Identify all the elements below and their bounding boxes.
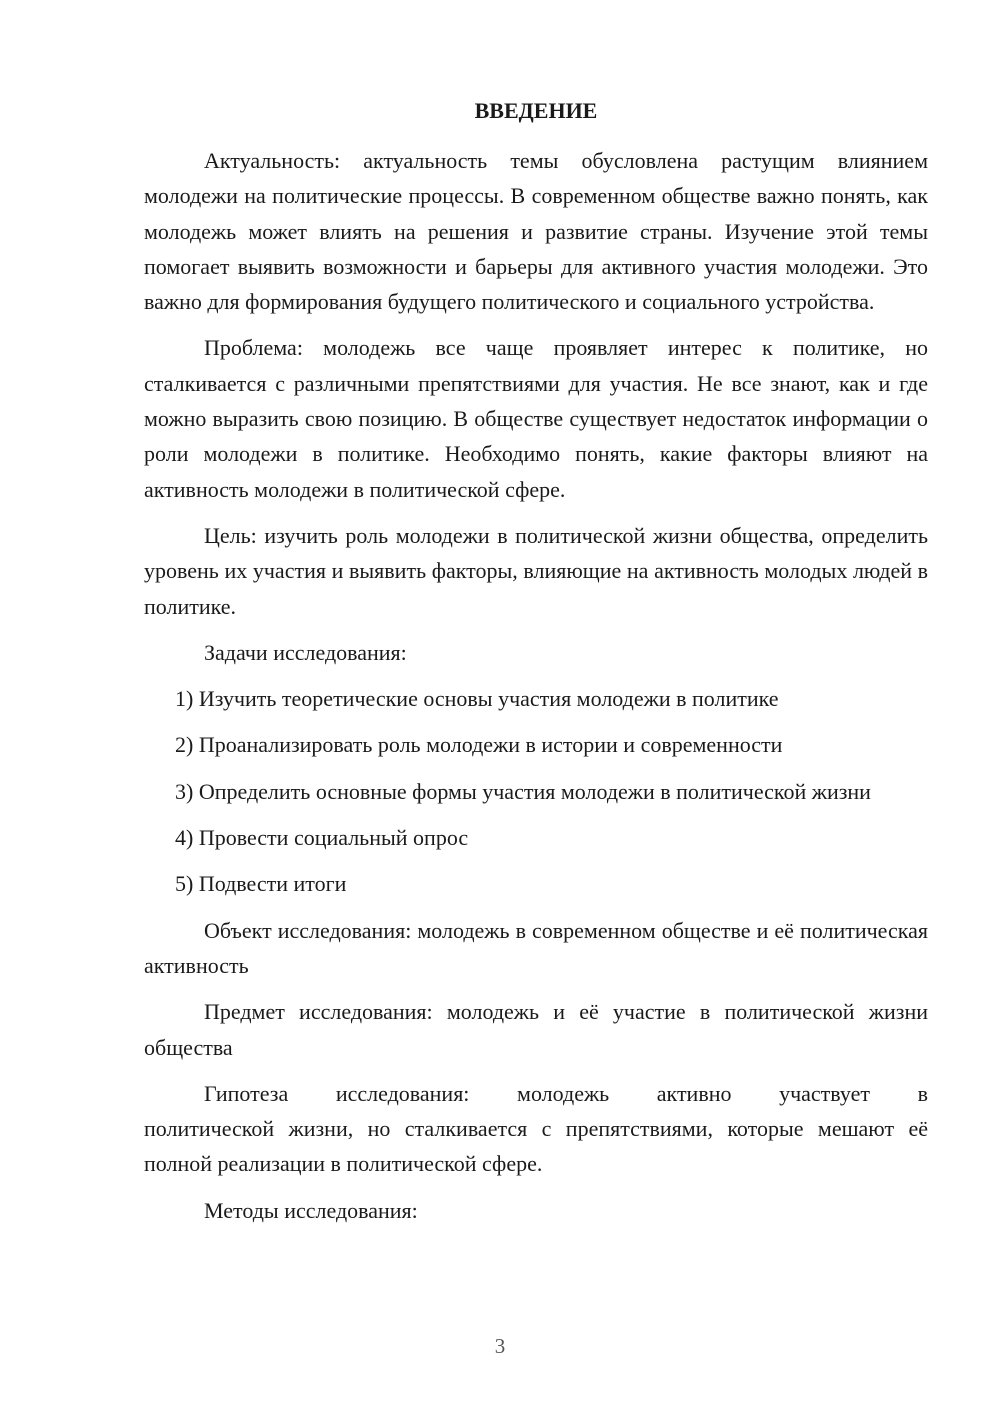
paragraph-problem: Проблема: молодежь все чаще проявляет интерес к политике, но сталкивается с различными препятствиями для участия. Не все знают, как и где можно выразить свою позицию. В обществе существует недостаток информации о роли молодежи в политике. Необходимо понять, какие факторы влияют на активность молодежи в политической сфере.: [144, 335, 928, 502]
hypothesis-continuation: политической жизни, но сталкивается с препятствиями, которые мешают её полной реализации в политической сфере.: [144, 1116, 928, 1177]
task-item-2: 2) Проанализировать роль молодежи в истории и современности: [175, 732, 783, 758]
paragraph-hypothesis: [144, 1076, 928, 1182]
task-item-4: 4) Провести социальный опрос: [175, 825, 469, 851]
document-body: [144, 143, 928, 1239]
task-item-5: 5) Подвести итоги: [175, 871, 347, 897]
paragraph-methods: Методы исследования:: [204, 1197, 418, 1223]
paragraph-tasks-heading: Задачи исследования:: [204, 639, 407, 665]
hypothesis-first-line: Гипотеза исследования: молодежь активно участвует в: [204, 1080, 928, 1106]
paragraph-object: Объект исследования: молодежь в современном обществе и её политическая активность: [144, 917, 928, 978]
task-item-1: 1) Изучить теоретические основы участия молодежи в политике: [175, 686, 779, 712]
paragraph-subject: Предмет исследования: молодежь и её участие в политической жизни общества: [144, 999, 928, 1060]
task-item-3: 3) Определить основные формы участия молодежи в политической жизни: [175, 778, 871, 804]
paragraph-relevance: Актуальность: актуальность темы обусловлена растущим влиянием молодежи на политические процессы. В современном обществе важно понять, как молодежь может влиять на решения и развитие страны. Изучение этой темы помогает выявить возможности и барьеры для активного участия молодежи. Это важно для формирования будущего политического и социального устройства.: [144, 148, 928, 315]
page-title: ВВЕДЕНИЕ: [474, 98, 598, 123]
page-number: 3: [494, 1334, 506, 1358]
paragraph-goal: Цель: изучить роль молодежи в политической жизни общества, определить уровень их участия и выявить факторы, влияющие на активность молодых людей в политике.: [144, 522, 928, 619]
